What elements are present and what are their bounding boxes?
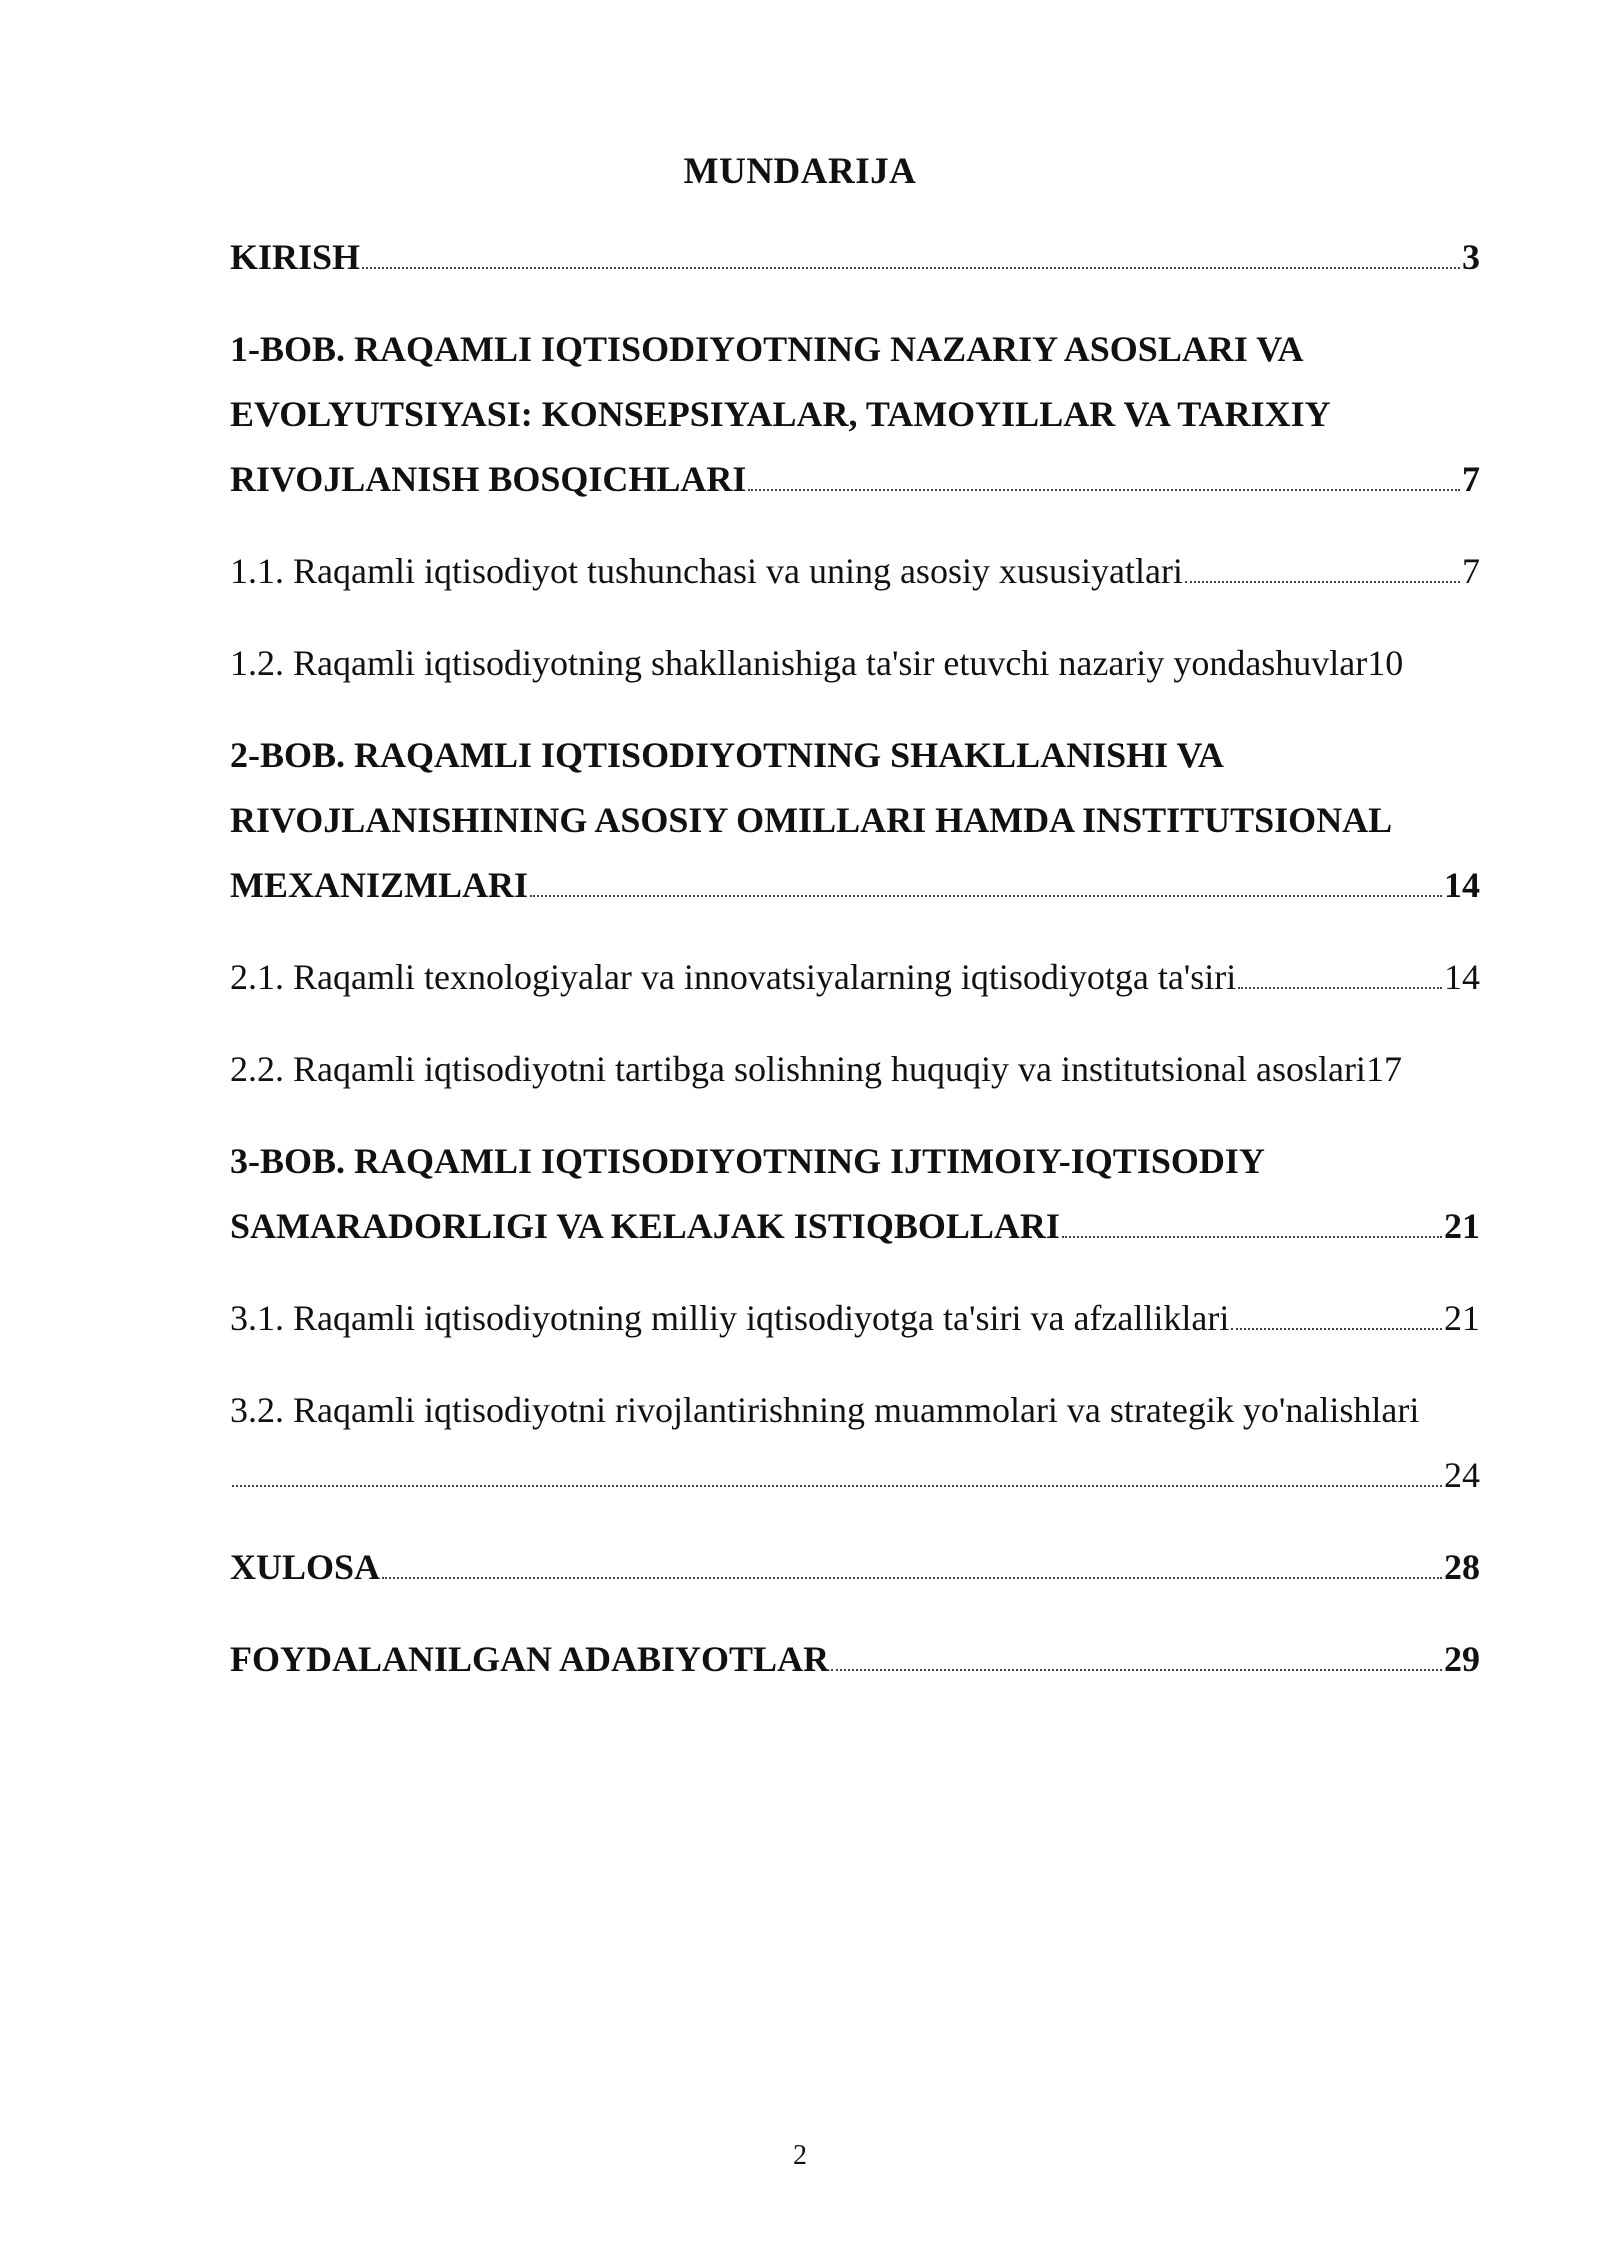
toc-entry-title: XULOSA bbox=[230, 1547, 381, 1587]
dot-leader bbox=[748, 489, 1460, 491]
toc-entry-title: 2.1. Raqamli texnologiyalar va innovatsiyalarning iqtisodiyotga ta'siri bbox=[230, 957, 1237, 997]
toc-entry-continuation bbox=[230, 1443, 1480, 1508]
toc-entry-page: 21 bbox=[1444, 1206, 1480, 1246]
toc-entry-title-line: 1-BOB. RAQAMLI IQTISODIYOTNING NAZARIY ASOSLARI VA bbox=[230, 329, 1304, 369]
toc-entry-section-3-2[interactable] bbox=[230, 1378, 1480, 1508]
toc-entry-title-line: RIVOJLANISHINING ASOSIY OMILLARI HAMDA INSTITUTSIONAL bbox=[230, 800, 1393, 840]
toc-entry-section-3-1[interactable] bbox=[230, 1286, 1480, 1351]
toc-entry-page: 21 bbox=[1444, 1298, 1480, 1338]
toc-entry-title-line: 3-BOB. RAQAMLI IQTISODIYOTNING IJTIMOIY-IQTISODIY bbox=[230, 1141, 1265, 1181]
toc-entry-chapter-3[interactable] bbox=[230, 1129, 1480, 1259]
toc-entry-section-1-1[interactable] bbox=[230, 539, 1480, 604]
toc-entry-chapter-2[interactable] bbox=[230, 723, 1480, 918]
dot-leader bbox=[1185, 581, 1460, 583]
toc-entry-chapter-1[interactable] bbox=[230, 317, 1480, 512]
toc-entry-title: 1.2. Raqamli iqtisodiyotning shakllanishiga ta'sir etuvchi nazariy yondashuvlar bbox=[230, 643, 1368, 683]
toc-entry-adabiyotlar[interactable] bbox=[230, 1627, 1480, 1692]
toc-entry-section-2-1[interactable] bbox=[230, 945, 1480, 1010]
toc-entry-title-line: RIVOJLANISH BOSQICHLARI bbox=[230, 459, 747, 499]
dot-leader bbox=[1238, 987, 1442, 989]
toc-entry-page: 14 bbox=[1444, 957, 1480, 997]
dot-leader bbox=[831, 1669, 1442, 1671]
dot-leader bbox=[1231, 1328, 1442, 1330]
toc-entry-title-line: MEXANIZMLARI bbox=[230, 865, 529, 905]
toc-entry-title: KIRISH bbox=[230, 237, 361, 277]
toc-entry-page: 3 bbox=[1462, 237, 1480, 277]
toc-entry-page: 24 bbox=[1444, 1455, 1480, 1495]
toc-entry-page: 14 bbox=[1444, 865, 1480, 905]
toc-entry-page: 7 bbox=[1462, 459, 1480, 499]
toc-entry-title: 1.1. Raqamli iqtisodiyot tushunchasi va uning asosiy xususiyatlari bbox=[230, 551, 1183, 591]
dot-leader bbox=[382, 1577, 1442, 1579]
toc-heading: MUNDARIJA bbox=[683, 151, 917, 192]
toc-entry-title-line: EVOLYUTSIYASI: KONSEPSIYALAR, TAMOYILLAR VA TARIXIY bbox=[230, 394, 1331, 434]
table-of-contents bbox=[230, 225, 1480, 1692]
dot-leader bbox=[362, 267, 1460, 269]
dot-leader bbox=[530, 895, 1442, 897]
dot-leader bbox=[232, 1485, 1442, 1487]
toc-entry-kirish[interactable] bbox=[230, 225, 1480, 290]
toc-entry-title: 3.1. Raqamli iqtisodiyotning milliy iqtisodiyotga ta'siri va afzalliklari bbox=[230, 1298, 1230, 1338]
toc-entry-xulosa[interactable] bbox=[230, 1535, 1480, 1600]
toc-entry-page: 28 bbox=[1444, 1547, 1480, 1587]
toc-entry-title: 2.2. Raqamli iqtisodiyotni tartibga solishning huquqiy va institutsional asoslari bbox=[230, 1049, 1366, 1089]
toc-entry-page: 7 bbox=[1462, 551, 1480, 591]
toc-entry-page: 10 bbox=[1367, 643, 1404, 683]
dot-leader bbox=[1062, 1236, 1442, 1238]
toc-entry-section-2-2[interactable] bbox=[230, 1037, 1480, 1102]
toc-entry-title-line: 2-BOB. RAQAMLI IQTISODIYOTNING SHAKLLANISHI VA bbox=[230, 735, 1224, 775]
toc-entry-section-1-2[interactable] bbox=[230, 631, 1480, 696]
toc-entry-title-line: SAMARADORLIGI VA KELAJAK ISTIQBOLLARI bbox=[230, 1206, 1060, 1246]
toc-entry-page: 29 bbox=[1444, 1639, 1480, 1679]
toc-entry-title: 3.2. Raqamli iqtisodiyotni rivojlantirishning muammolari va strategik yo'nalishlari bbox=[230, 1390, 1420, 1430]
page-number: 2 bbox=[793, 2140, 807, 2171]
toc-entry-page: 17 bbox=[1365, 1049, 1402, 1089]
toc-entry-title: FOYDALANILGAN ADABIYOTLAR bbox=[230, 1639, 830, 1679]
